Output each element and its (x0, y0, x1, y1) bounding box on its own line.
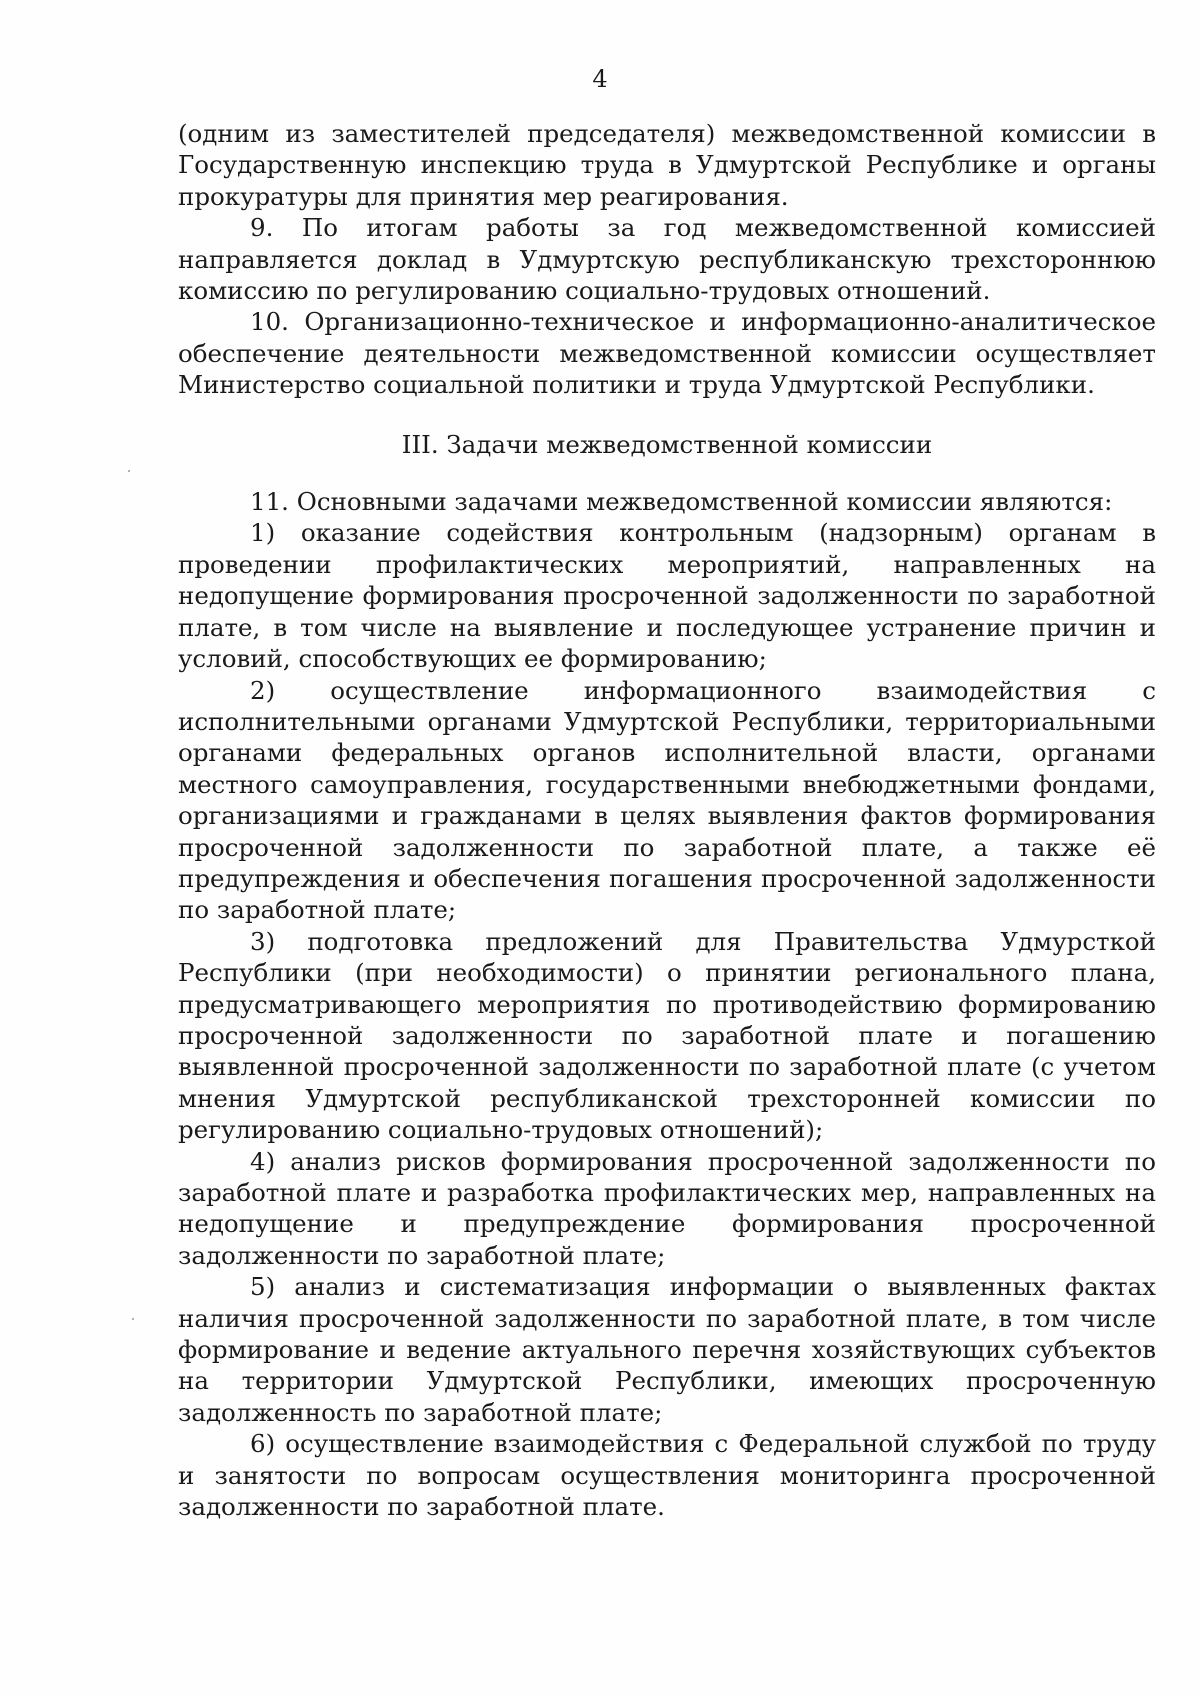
scan-speck (128, 470, 130, 472)
spacer (178, 460, 1156, 486)
list-item-1: 1) оказание содействия контрольным (надзорным) органам в проведении профилактических мероприятий, направленных на недопущение формирования просроченной задолженности по заработной плате, в том числе на выявление и последующее устранение причин и условий, способствующих ее формированию; (178, 518, 1156, 674)
list-item-6: 6) осуществление взаимодействия с Федеральной службой по труду и занятости по вопросам осуществления мониторинга просроченной задолженности по заработной плате. (178, 1429, 1156, 1522)
list-item-4: 4) анализ рисков формирования просроченной задолженности по заработной плате и разработка профилактических мер, направленных на недопущение и предупреждение формирования просроченной задолженности по заработной плате; (178, 1146, 1156, 1270)
section-heading: III. Задачи межведомственной комиссии (401, 429, 933, 459)
scan-speck (132, 1318, 134, 1320)
paragraph-item-9: 9. По итогам работы за год межведомственной комиссией направляется доклад в Удмуртскую республиканскую трехстороннюю комиссию по регулированию социально-трудовых отношений. (178, 213, 1156, 306)
spacer (178, 401, 1156, 429)
paragraph-continuation: (одним из заместителей председателя) межведомственной комиссии в Государственную инспекцию труда в Удмуртской Республике и органы прокуратуры для принятия мер реагирования. (178, 119, 1156, 211)
document-body (178, 118, 1156, 1522)
list-item-5: 5) анализ и систематизация информации о выявленных фактах наличия просроченной задолженности по заработной плате, в том числе формирование и ведение актуального перечня хозяйствующих субъектов на территории Удмуртской Республики, имеющих просроченную задолженность по заработной плате; (178, 1272, 1156, 1427)
paragraph-item-11: 11. Основными задачами межведомственной комиссии являются: (250, 487, 1113, 517)
list-item-2: 2) осуществление информационного взаимодействия с исполнительными органами Удмуртской Республики, территориальными органами федеральных органов исполнительной власти, органами местного самоуправления, государственными внебюджетными фондами, организациями и гражданами в целях выявления фактов формирования просроченной задолженности по заработной плате, а также её предупреждения и обеспечения погашения просроченной задолженности по заработной плате; (178, 675, 1156, 925)
list-item-3: 3) подготовка предложений для Правительства Удмурсткой Республики (при необходимости) о принятии регионального плана, предусматривающего мероприятия по противодействию формированию просроченной задолженности по заработной плате и погашению выявленной просроченной задолженности по заработной плате (с учетом мнения Удмуртской республиканской трехсторонней комиссии по регулированию социально-трудовых отношений); (178, 926, 1156, 1145)
page-number: 4 (592, 65, 608, 93)
paragraph-item-10: 10. Организационно-техническое и информационно-аналитическое обеспечение деятельности межведомственной комиссии осуществляет Министерство социальной политики и труда Удмуртской Республики. (178, 307, 1156, 400)
